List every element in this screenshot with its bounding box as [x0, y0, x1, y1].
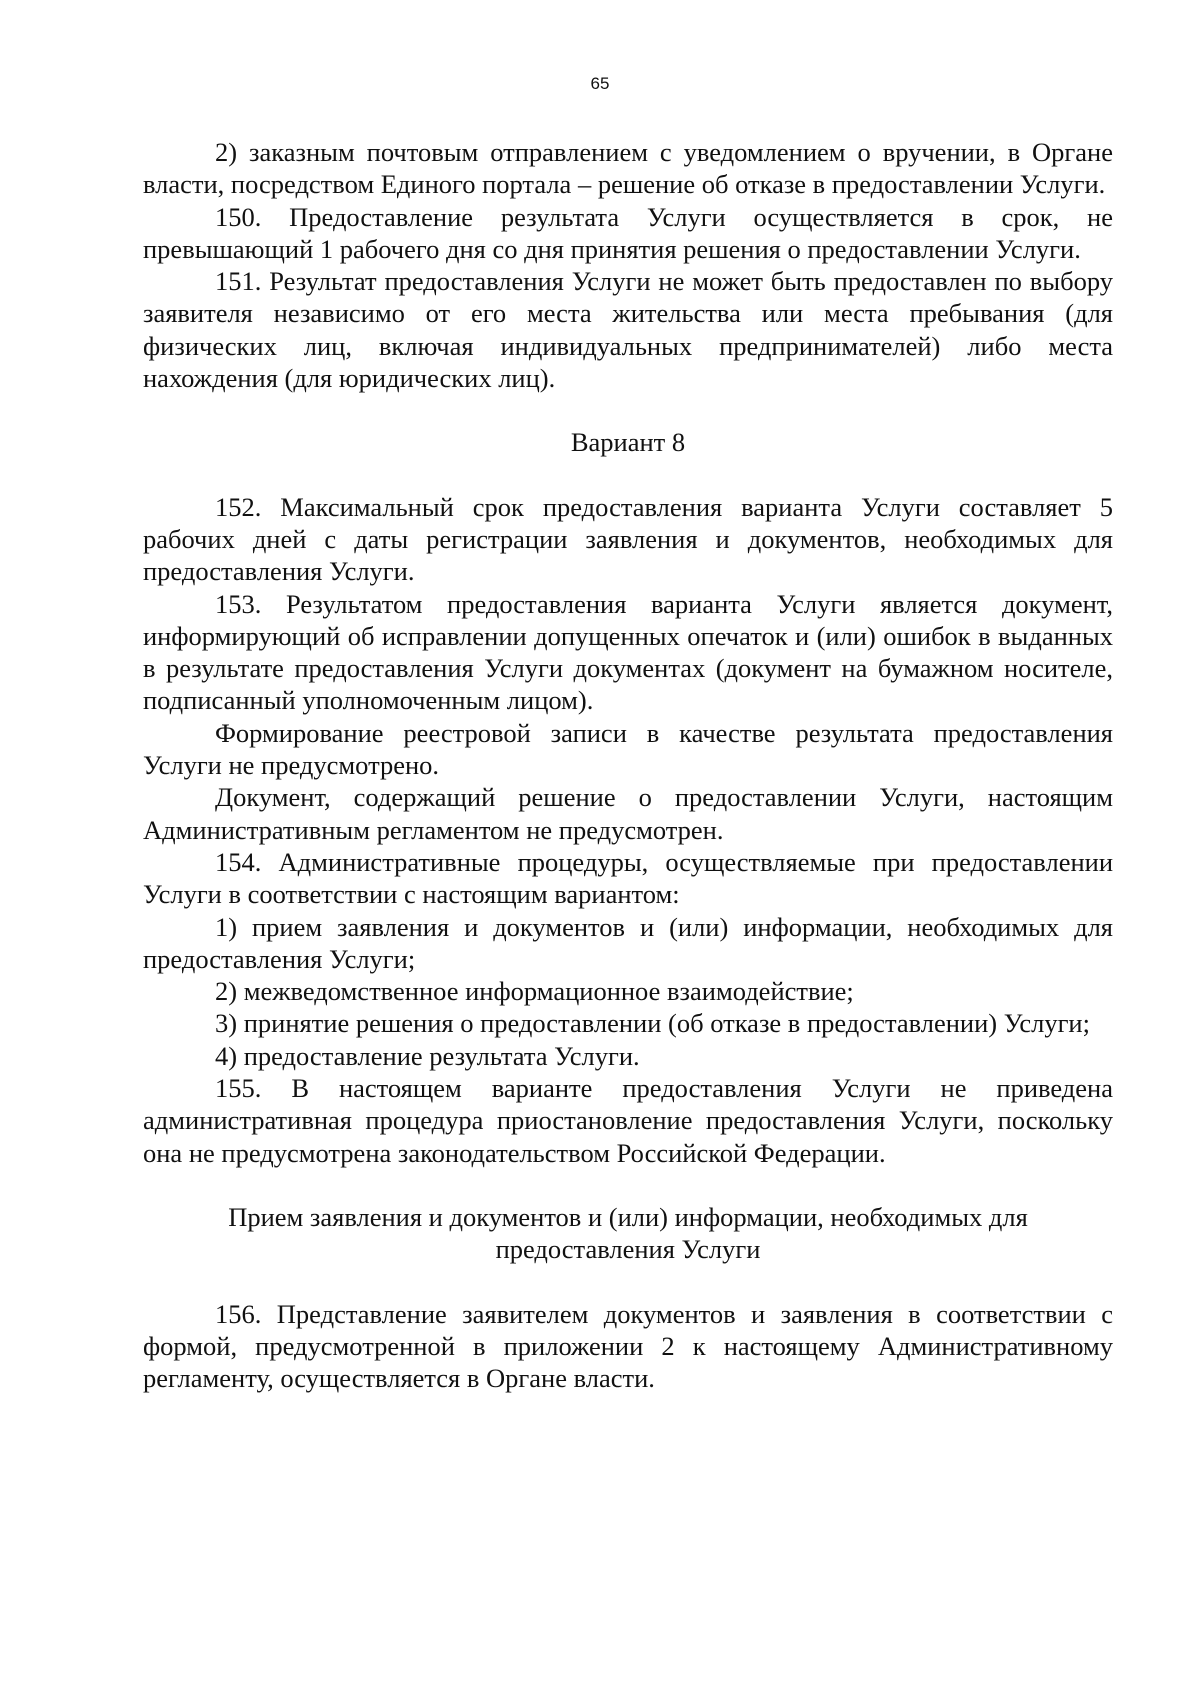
list-item-4: 4) предоставление результата Услуги. [215, 1040, 640, 1071]
section-heading-variant-8: Вариант 8 [570, 427, 686, 458]
spacer [143, 394, 1113, 426]
paragraph-152: 152. Максимальный срок предоставления варианта Услуги составляет 5 рабочих дней с даты регистрации заявления и документов, необходимых для предоставления Услуги. [143, 491, 1113, 587]
page-number: 65 [590, 74, 610, 93]
section-heading-application-intake: Прием заявления и документов и (или) информации, необходимых для предоставления Услуги [228, 1201, 1028, 1265]
paragraph-156: 156. Представление заявителем документов и заявления в соответствии с формой, предусмотренной в приложении 2 к настоящему Административному регламенту, осуществляется в Органе власти. [143, 1298, 1113, 1394]
spacer [143, 459, 1113, 491]
document-body [143, 136, 1113, 1394]
spacer [143, 1169, 1113, 1201]
list-item-3: 3) принятие решения о предоставлении (об отказе в предоставлении) Услуги; [215, 1008, 1090, 1039]
paragraph-151: 151. Результат предоставления Услуги не может быть предоставлен по выбору заявителя независимо от его места жительства или места пребывания (для физических лиц, включая индивидуальных предпринимателей) либо места нахождения (для юридических лиц). [143, 266, 1113, 394]
list-item-1: 1) прием заявления и документов и (или) информации, необходимых для предоставления Услуги; [143, 911, 1113, 974]
list-item-2: 2) межведомственное информационное взаимодействие; [215, 976, 854, 1007]
spacer [143, 1266, 1113, 1298]
paragraph-delivery-method: 2) заказным почтовым отправлением с уведомлением о вручении, в Органе власти, посредством Единого портала – решение об отказе в предоставлении Услуги. [143, 137, 1113, 200]
paragraph-decision-document: Документ, содержащий решение о предоставлении Услуги, настоящим Административным регламентом не предусмотрен. [143, 782, 1113, 845]
paragraph-155: 155. В настоящем варианте предоставления Услуги не приведена административная процедура приостановление предоставления Услуги, поскольку она не предусмотрена законодательством Российской Федерации. [143, 1073, 1113, 1168]
paragraph-registry-record: Формирование реестровой записи в качестве результата предоставления Услуги не предусмотрено. [143, 717, 1113, 781]
paragraph-150: 150. Предоставление результата Услуги осуществляется в срок, не превышающий 1 рабочего дня со дня принятия решения о предоставлении Услуги. [143, 201, 1113, 264]
paragraph-153: 153. Результатом предоставления варианта Услуги является документ, информирующий об исправлении допущенных опечаток и (или) ошибок в выданных в результате предоставления Услуги документах (документ на бумажном носителе, подписанный уполномоченным лицом). [143, 588, 1113, 716]
paragraph-154: 154. Административные процедуры, осуществляемые при предоставлении Услуги в соответствии с настоящим вариантом: [143, 846, 1113, 910]
